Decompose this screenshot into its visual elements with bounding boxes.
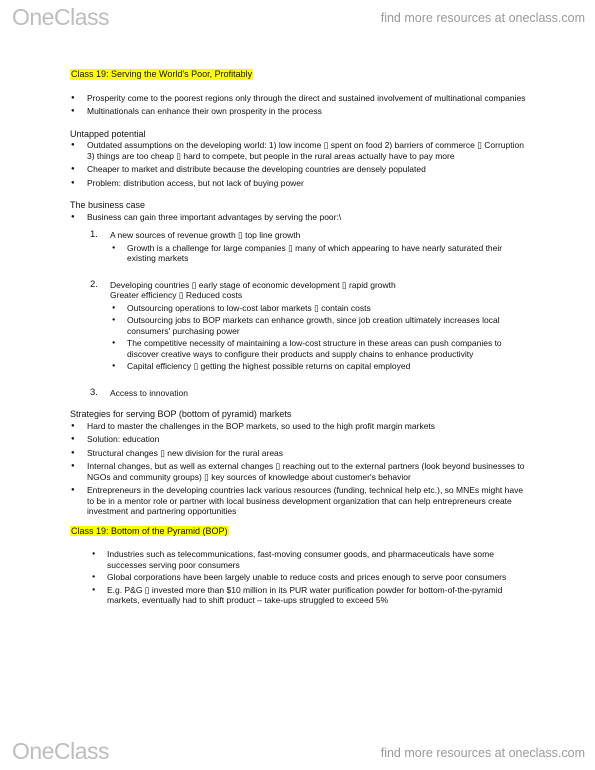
list-item: ● Solution: education [70,434,530,445]
list-item: ● Entrepreneurs in the developing countries lack various resources (funding, technical help etc.), so MNEs might have to be in a mentor role or partner with local business development organization that can help entrepreneurs create investment and partnering opportunities [70,485,530,517]
sub-list-item: ● Capital efficiency ▯ getting the highest possible returns on capital employed [110,361,530,372]
list-item: ● E.g. P&G ▯ invested more than $10 million in its PUR water purification powder for bottom-of-the-pyramid markets, eventually had to shift product – take-ups struggled to exceed 5% [90,585,530,606]
oneclass-logo-footer[interactable]: OneClass [12,738,109,764]
list-item: ● Hard to master the challenges in the BOP markets, so used to the high profit margin markets [70,421,530,432]
sub-list-item: ● Outsourcing jobs to BOP markets can enhance growth, since job creation ultimately increases local consumers' purchasing power [110,315,530,336]
list-item: ● Outdated assumptions on the developing world: 1) low income ▯ spent on food 2) barriers of commerce ▯ Corruption 3) things are too cheap ▯ hard to compete, but people in the rural areas actually have to pay more [70,140,530,161]
item-number: 3. [90,386,98,398]
list-item: ● Industries such as telecommunications, fast-moving consumer goods, and pharmaceuticals have some successes serving poor consumers [90,549,530,570]
item-text: Access to innovation [110,387,188,398]
item-text-line-2: Greater efficiency ▯ Reduced costs [110,290,243,300]
sub-list-item: ● Outsourcing operations to low-cost labor markets ▯ contain costs [110,303,530,314]
list-item: ● Problem: distribution access, but not lack of buying power [70,178,530,189]
list-item: ● Business can gain three important advantages by serving the poor:\ [70,212,530,223]
numbered-item-2 [90,280,530,301]
numbered-item-1 [90,230,530,241]
subheading-business-case: The business case [70,200,146,210]
item-number: 1. [90,229,98,240]
header-tagline-link[interactable]: find more resources at oneclass.com [380,11,585,25]
item-text: Developing countries ▯ early stage of economic development ▯ rapid growth [110,279,396,290]
list-item: ● Cheaper to market and distribute because the developing countries are densely populated [70,164,530,175]
subheading-untapped-potential: Untapped potential [70,128,146,139]
item-text: A new sources of revenue growth ▯ top line growth [110,230,301,240]
section-title-serving-poor: Class 19: Serving the World's Poor, Profitably [71,69,253,79]
oneclass-logo[interactable]: OneClass [12,4,109,30]
document-body [70,69,530,608]
list-item: ● Global corporations have been largely unable to reduce costs and prices enough to serve poor consumers [90,572,530,583]
sub-list-item: ● The competitive necessity of maintaining a low-cost structure in these areas can push companies to discover creative ways to configure their products and supply chains to enhance productivity [110,338,530,359]
subheading-strategies: Strategies for serving BOP (bottom of pyramid) markets [70,409,292,419]
list-item: ● Prosperity come to the poorest regions only through the direct and sustained involvement of multinational companies [70,93,530,104]
item-number: 2. [90,278,98,290]
list-item: ● Structural changes ▯ new division for the rural areas [70,448,530,459]
list-item: ● Internal changes, but as well as external changes ▯ reaching out to the external partners (look beyond businesses to NGOs and community groups) ▯ key sources of knowledge about customer's behavior [70,461,530,482]
footer-tagline-link[interactable]: find more resources at oneclass.com [380,746,585,760]
list-item: ● Multinationals can enhance their own prosperity in the process [70,106,530,117]
numbered-item-3 [90,388,530,399]
sub-list-item: ● Growth is a challenge for large companies ▯ many of which appearing to have nearly saturated their existing markets [110,243,530,264]
section-title-bop: Class 19: Bottom of the Pyramid (BOP) [71,525,228,536]
